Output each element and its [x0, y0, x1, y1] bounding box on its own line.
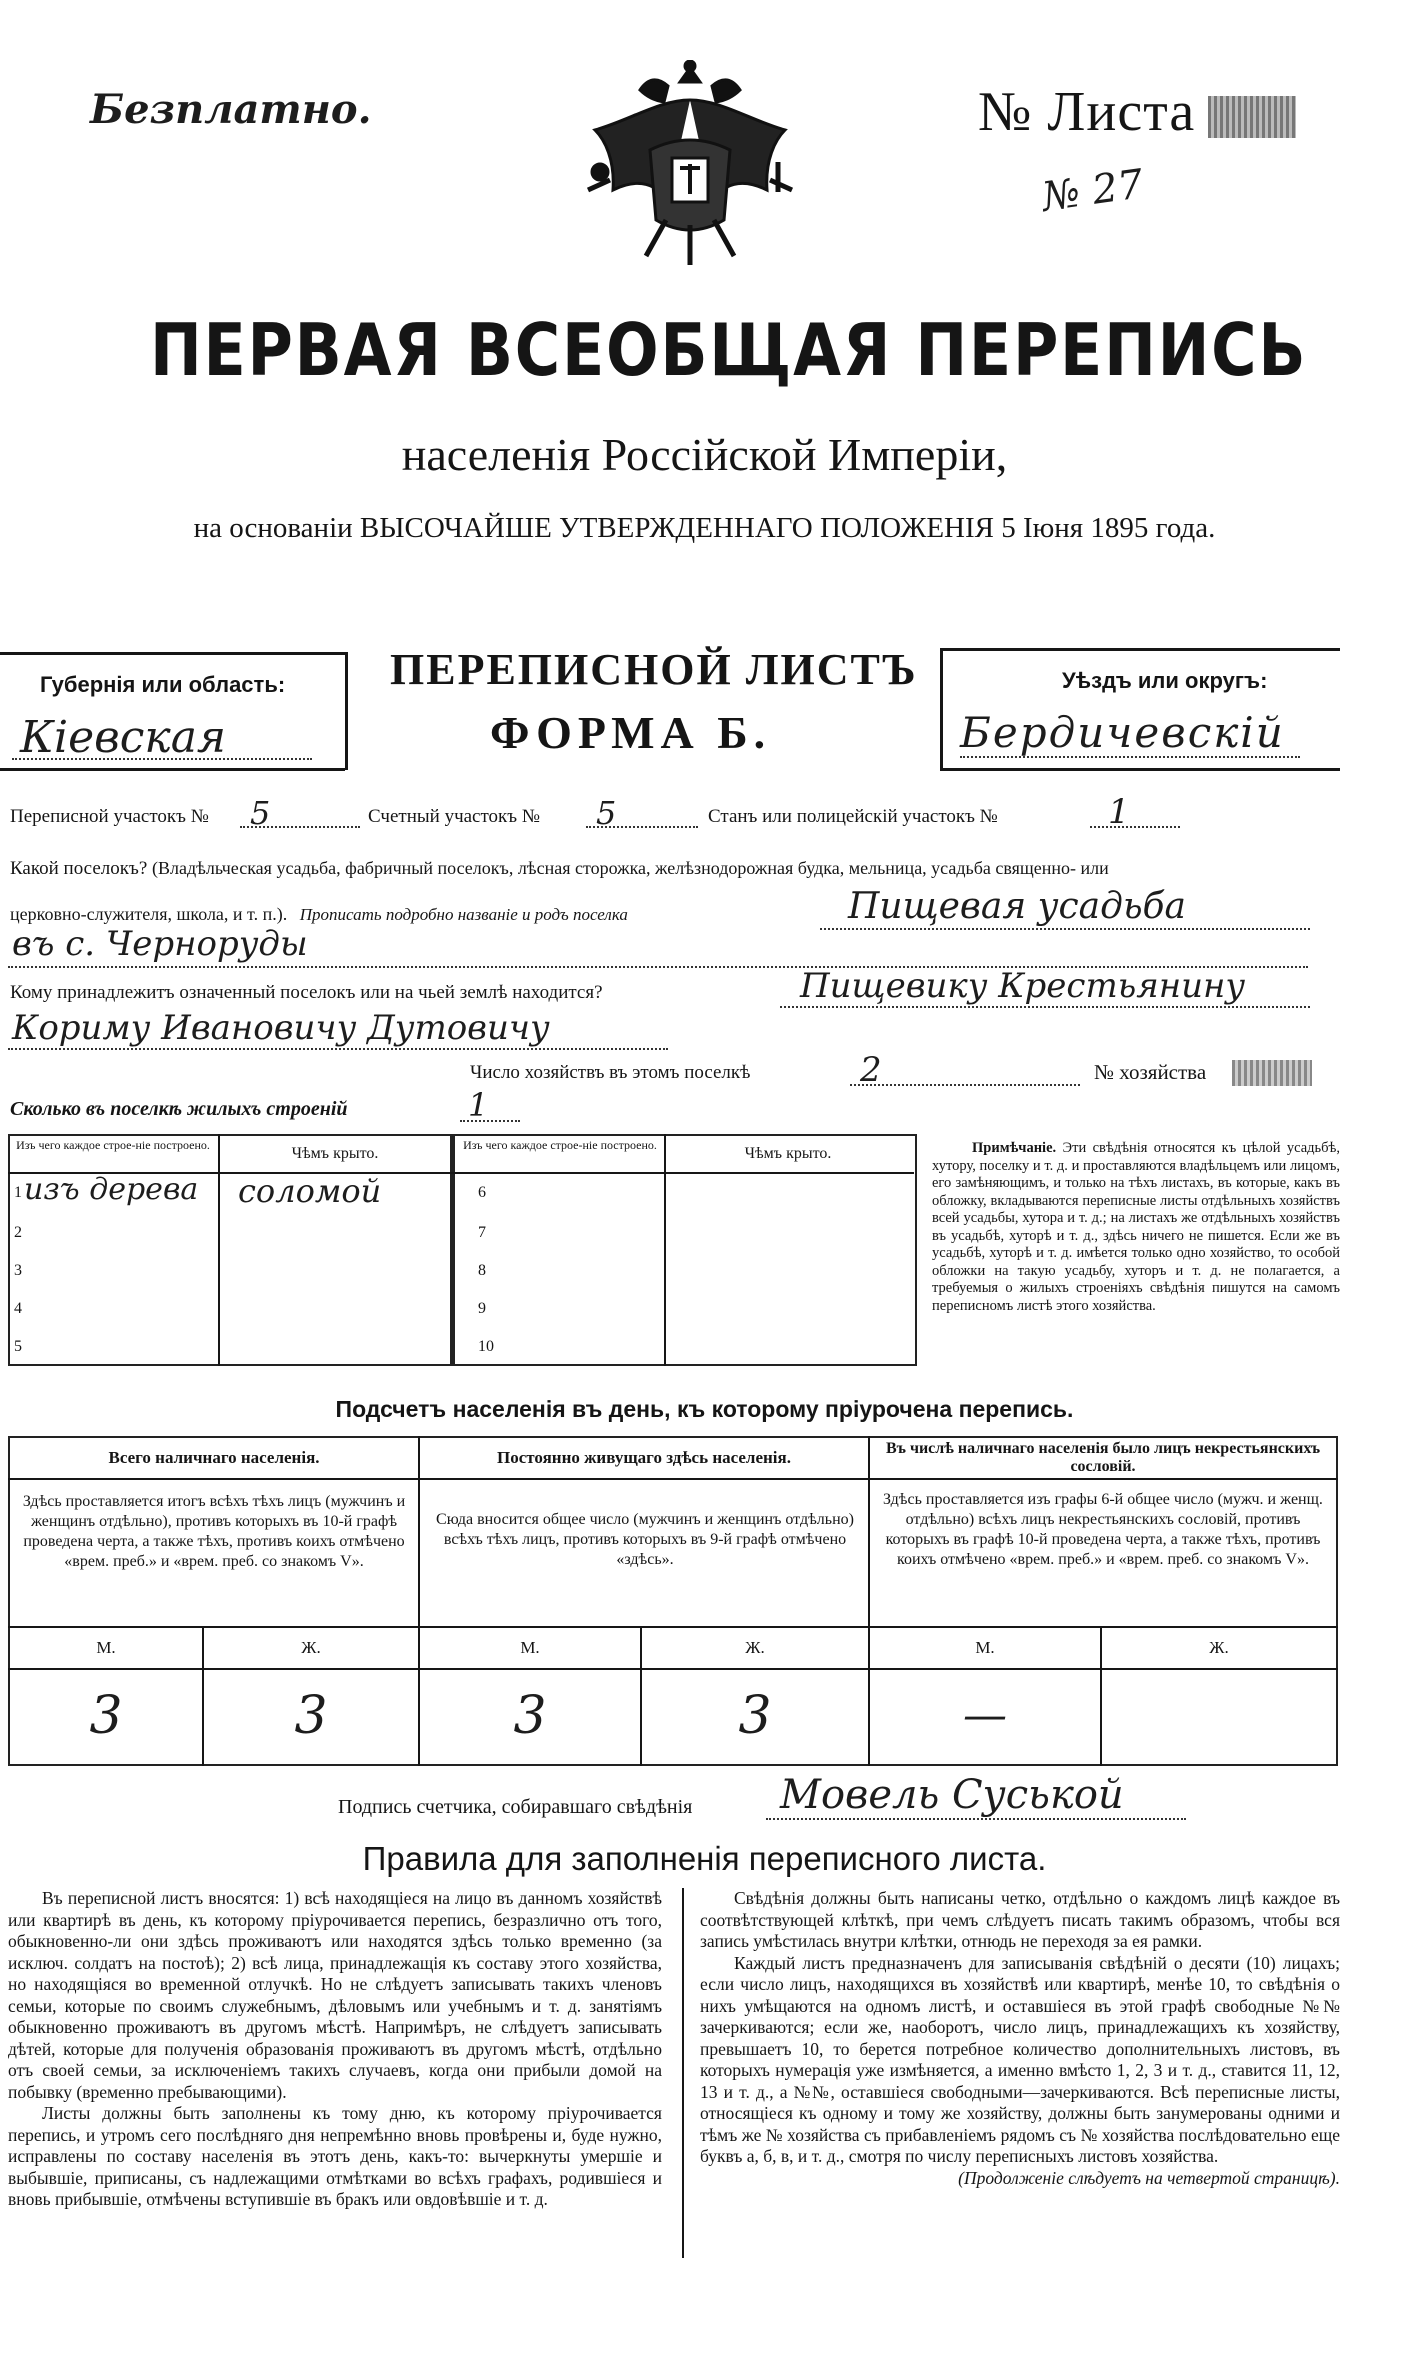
population-title-rule [8, 1478, 1338, 1480]
owner-label: Кому принадлежитъ означенный поселокъ или на чьей землѣ находится? [10, 982, 603, 1003]
rules-right-paragraph-2: Каждый листъ предназначенъ для записыванія свѣдѣній о десяти (10) лицахъ; если число лицъ, находящихся въ хозяйствѣ или квартирѣ, менѣе 10, то свѣдѣнія о нихъ умѣщаются на одномъ листѣ, и оставшіеся въ этой графѣ свободные №№ зачеркиваются; если же, наоборотъ, число лицъ, принадлежащихъ къ хозяйству, превышаетъ 10, то берется потребное количество дополнительныхъ листовъ, въ которыхъ нумерація уже измѣняется, а именно вмѣсто 1, 2, 3 и т. д., ставится 11, 12, 13 и т. д., а №№, оставшіеся свободными—зачеркиваются. Всѣ переписные листы, относящіеся къ одному и тому же хозяйству, должны быть занумерованы одними и тѣмъ же № хозяйства съ прибавленіемъ рядомъ съ № хозяйства послѣдовательно еще буквъ а, б, в, и т. д., смотря по числу переписныхъ листовъ хозяйства. [700, 1952, 1340, 2166]
form-box-divider-left [345, 652, 348, 770]
population-m-label-2: М. [520, 1638, 540, 1657]
population-col2-title: Постоянно живущаго здѣсь населенія. [497, 1448, 791, 1467]
buildings-row-number: 7 [478, 1224, 486, 1241]
households-underline [850, 1084, 1080, 1086]
free-label: Безплатно. [90, 86, 372, 133]
buildings-row-number: 8 [478, 1262, 486, 1279]
district-label: Уѣздъ или округъ: [1062, 668, 1268, 693]
settlement-question-line2 [10, 904, 628, 925]
buildings-row-number: 6 [478, 1184, 486, 1201]
police-value: 1 [1108, 792, 1130, 832]
settlement-question-hint: (Владѣльческая усадьба, фабричный поселокъ, лѣсная сторожка, желѣзнодорожная будка, мельница, усадьба священно- или [152, 858, 1109, 878]
form-box-top-right [940, 648, 1340, 651]
buildings-row-number: 2 [14, 1224, 22, 1241]
district-value: Бердичевскій [960, 708, 1285, 757]
rules-left-paragraph-1: Въ переписной листъ вносятся: 1) всѣ находящіеся на лицо въ данномъ хозяйствѣ или квартирѣ въ день, къ которому пріурочивается перепись, безразлично отъ того, обыкновенно-ли они здѣсь проживаютъ или находятся здѣсь только временно (за исключ. солдатъ на постоѣ); 2) всѣ лица, принадлежащія къ составу этого хозяйства, но находящіяся во временной отлучкѣ. Но не слѣдуетъ записывать такихъ членовъ семьи, которые по своимъ служебнымъ, дѣловымъ или учебнымъ и т. д. занятіямъ обыкновенно проживаютъ въ другомъ мѣстѣ. Напримѣръ, не слѣдуетъ записывать дѣтей, которые для полученія образованія проживаютъ въ другомъ мѣстѣ, отдѣльно отъ своей семьи, за исключеніемъ такихъ случаевъ, когда они прибыли домой на побывку (временно пребывающими). [8, 1888, 662, 2102]
buildings-col-divider-left [218, 1134, 220, 1366]
population-col2-text: Сюда вносится общее число (мужчинъ и женщинъ отдѣльно) всѣхъ тѣхъ лицъ, противъ которыхъ въ 9-й графѣ отмѣчено «здѣсь». [436, 1511, 854, 1568]
sheet-number-label: № Листа [978, 81, 1196, 143]
buildings-col-divider-right [664, 1134, 666, 1366]
rules-right-paragraph-1: Свѣдѣнія должны быть написаны четко, отдѣльно о каждомъ лицѣ каждое въ соотвѣтствующей клѣткѣ, при чемъ слѣдуетъ писать такимъ образомъ, чтобы вся запись умѣстилась внутри клѣтки, отнюдь не переходя за ея рамки. [700, 1888, 1340, 1951]
population-m-label-1: М. [96, 1638, 116, 1657]
buildings-row-number: 4 [14, 1300, 22, 1317]
population-mf-rule [8, 1668, 1338, 1670]
subtitle: населенія Россійской Имперіи, [401, 429, 1008, 480]
form-box-top-left [0, 652, 345, 655]
households-value: 2 [860, 1050, 882, 1090]
population-m-label-3: М. [975, 1638, 995, 1657]
rules-right-column [700, 1888, 1340, 2189]
form-title: ФОРМА Б. [490, 707, 772, 758]
population-value-nonpeasant-m: — [963, 1690, 1007, 1741]
population-col1-title: Всего наличнаго населенія. [108, 1448, 320, 1467]
rules-continued-note: (Продолженіе слѣдуетъ на четвертой страницѣ). [958, 2167, 1340, 2188]
household-number-label: № хозяйства [1094, 1060, 1207, 1084]
province-label: Губернія или область: [40, 672, 286, 697]
census-section-value: 5 [250, 794, 271, 832]
population-f-label-1: Ж. [301, 1638, 321, 1657]
buildings-col-roof-right: Чѣмъ крыто. [744, 1145, 832, 1162]
buildings-row-number: 10 [478, 1338, 494, 1355]
population-value-permanent-f: 3 [738, 1686, 772, 1746]
population-f-label-2: Ж. [745, 1638, 765, 1657]
population-heading: Подсчетъ населенія въ день, къ которому пріурочена перепись. [335, 1396, 1074, 1422]
household-number-stamp [1232, 1060, 1312, 1086]
province-value: Кіевская [20, 712, 227, 763]
rules-left-paragraph-2: Листы должны быть заполнены къ тому дню, къ которому пріурочивается перепись, и утромъ сего послѣдняго дня непремѣнно вновь провѣрены и, буде нужно, исправлены по составу населенія въ этотъ день, какъ-то: вычеркнуты умершіе и выбывшіе, приписаны, съ надлежащими отмѣтками во всѣхъ графахъ, родившіеся и вновь прибывшіе, отмѣчены вступившіе въ бракъ или овдовѣвшіе и т. д. [8, 2103, 662, 2209]
sheet-number-value: № 27 [1039, 161, 1147, 221]
population-col1-text: Здѣсь проставляется итогъ всѣхъ тѣхъ лицъ (мужчинъ и женщинъ отдѣльно), противъ которыхъ въ 10-й графѣ проведена черта, а также тѣхъ, противъ коихъ отмѣчено «врем. преб.» и «врем. преб. со знакомъ V». [22, 1493, 406, 1570]
note-block [932, 1140, 1340, 1315]
buildings-table-right [450, 1134, 917, 1366]
population-value-present-f: 3 [294, 1686, 328, 1746]
dwellings-underline [460, 1120, 520, 1122]
form-box-bottom-left [0, 768, 345, 771]
owner-value-2: Кориму Ивановичу Дутовичу [12, 1008, 550, 1048]
population-text-rule [8, 1626, 1338, 1628]
buildings-col-roof-left: Чѣмъ крыто. [291, 1145, 379, 1162]
main-title: ПЕРВАЯ ВСЕОБЩАЯ ПЕРЕПИСЬ [150, 308, 1308, 392]
population-col3-title: Въ числѣ наличнаго населенія было лицъ некрестьянскихъ сословій. [885, 1440, 1321, 1475]
count-section-value: 5 [596, 794, 617, 832]
rules-left-column [8, 1888, 662, 2211]
census-section-underline [240, 826, 360, 828]
rules-column-divider [682, 1888, 684, 2258]
owner-underline-2 [8, 1048, 668, 1050]
buildings-row-number: 3 [14, 1262, 22, 1279]
signature-underline [766, 1818, 1186, 1820]
buildings-row-roof: соломой [238, 1172, 382, 1210]
rules-heading: Правила для заполненія переписного листа. [362, 1840, 1047, 1877]
population-col3-text: Здѣсь проставляется изъ графы 6-й общее число (мужч. и женщ. отдѣльно) всѣхъ лицъ некрестьянскихъ сословій, противъ которыхъ въ графѣ 10-й проведена черта, а также тѣхъ, противъ коихъ отмѣчено «врем. преб.» и «врем. преб. со знакомъ V». [883, 1491, 1323, 1568]
form-box-divider-right [940, 648, 943, 768]
province-underline [12, 758, 312, 760]
households-label: Число хозяйствъ въ этомъ поселкѣ [470, 1062, 751, 1083]
dwellings-label: Сколько въ поселкѣ жилыхъ строеній [10, 1098, 348, 1120]
signature-value: Мовель Суськой [780, 1772, 1124, 1818]
buildings-row-number: 1 [14, 1184, 22, 1201]
form-box-bottom-right [940, 768, 1340, 771]
dwellings-value: 1 [468, 1086, 489, 1124]
buildings-row-material: изъ дерева [24, 1172, 199, 1207]
settlement-underline-1 [820, 928, 1310, 930]
settlement-value-2: въ с. Черноруды [12, 924, 308, 964]
settlement-question-hint2: церковно-служителя, школа, и т. п.). [10, 904, 288, 924]
sheet-number-stamp [1208, 96, 1296, 138]
police-underline [1090, 826, 1180, 828]
decree-line: на основаніи ВЫСОЧАЙШЕ УТВЕРЖДЕННАГО ПОЛОЖЕНІЯ 5 Іюня 1895 года. [193, 512, 1216, 544]
count-section-underline [586, 826, 698, 828]
police-label: Станъ или полицейскій участокъ № [708, 806, 998, 827]
census-section-label: Переписной участокъ № [10, 806, 209, 827]
buildings-table-left [8, 1134, 454, 1366]
sheet-title: ПЕРЕПИСНОЙ ЛИСТЪ [390, 645, 918, 694]
count-section-label: Счетный участокъ № [368, 806, 540, 827]
note-title: Примѣчаніе. [972, 1140, 1057, 1156]
population-f-label-3: Ж. [1209, 1638, 1229, 1657]
buildings-row-number: 9 [478, 1300, 486, 1317]
double-headed-eagle-emblem [570, 60, 810, 275]
settlement-question-label: Какой поселокъ? [10, 858, 148, 879]
owner-underline-1 [780, 1006, 1310, 1008]
buildings-col-material-right: Изъ чего каждое строе-ніе построено. [463, 1138, 657, 1152]
settlement-value-1: Пищевая усадьба [848, 886, 1186, 927]
note-text: Эти свѣдѣнія относятся къ цѣлой усадьбѣ, хутору, поселку и т. д. и проставляются владѣльцемъ или лицомъ, его замѣняющимъ, и только на тѣхъ листахъ, въ которые, какъ въ обложку, вкладываются переписные листы отдѣльныхъ хозяйствъ всей усадьбы, хутора и т. д.; на листахъ же отдѣльныхъ хозяйствъ въ усадьбѣ, хуторѣ и т. д., здѣсь ничего не пишется. Если же въ усадьбѣ, хуторѣ и т. д. имѣется только одно хозяйство, то особой обложки на такую усадьбу, хуторъ и т. д. не полагается, а требуемыя о жилыхъ строеніяхъ свѣдѣнія пишутся на самомъ переписномъ листѣ этого хозяйства. [932, 1140, 1341, 1314]
owner-value-1: Пищевику Крестьянину [800, 966, 1246, 1006]
signature-label: Подпись счетчика, собиравшаго свѣдѣнія [338, 1796, 693, 1818]
settlement-instruction: Прописать подробно названіе и родъ поселка [299, 905, 628, 924]
buildings-col-material-left: Изъ чего каждое строе-ніе построено. [16, 1138, 210, 1152]
population-value-permanent-m: 3 [513, 1686, 547, 1746]
district-underline [960, 756, 1300, 758]
population-value-present-m: 3 [89, 1686, 123, 1746]
buildings-row-number: 5 [14, 1338, 22, 1355]
settlement-question [10, 858, 1109, 880]
